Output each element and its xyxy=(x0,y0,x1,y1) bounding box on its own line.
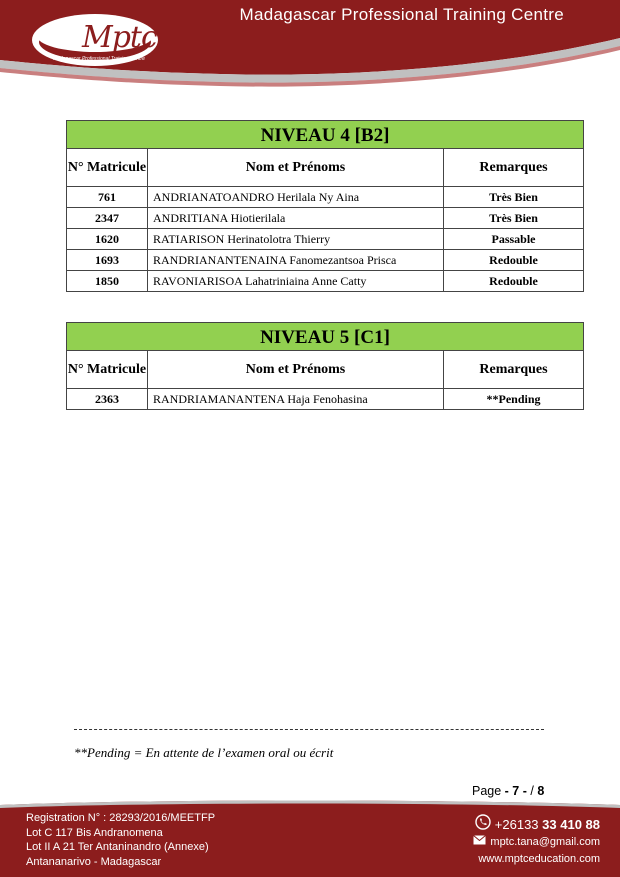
logo xyxy=(30,12,160,68)
column-header-matricule: N° Matricule xyxy=(67,351,148,389)
name-cell: ANDRITIANA Hiotierilala xyxy=(148,208,444,229)
column-header-matricule: N° Matricule xyxy=(67,149,148,187)
phone-number: 33 410 88 xyxy=(542,816,600,832)
name-cell: RANDRIANANTENAINA Fanomezantsoa Prisca xyxy=(148,250,444,271)
column-header-remarks: Remarques xyxy=(444,351,584,389)
phone-icon xyxy=(475,814,491,834)
remark-cell: Redouble xyxy=(444,271,584,292)
name-cell: RATIARISON Herinatolotra Thierry xyxy=(148,229,444,250)
page-separator: / xyxy=(526,784,538,798)
level-4-table xyxy=(66,120,584,292)
page-header xyxy=(0,0,620,92)
name-cell: ANDRIANATOANDRO Herilala Ny Aina xyxy=(148,187,444,208)
table-row xyxy=(67,208,584,229)
email-contact xyxy=(473,834,600,851)
matricule-cell: 2363 xyxy=(67,389,148,410)
matricule-cell: 2347 xyxy=(67,208,148,229)
address-line-2: Lot II A 21 Ter Antaninandro (Annexe) xyxy=(26,841,209,853)
remark-cell: Passable xyxy=(444,229,584,250)
page-prefix: Page xyxy=(472,784,505,798)
table-row xyxy=(67,271,584,292)
level-5-table xyxy=(66,322,584,410)
name-cell: RAVONIARISOA Lahatriniaina Anne Catty xyxy=(148,271,444,292)
column-header-name: Nom et Prénoms xyxy=(148,149,444,187)
website-url: www.mptceducation.com xyxy=(478,853,600,865)
footnote-divider xyxy=(74,729,544,730)
remark-cell: **Pending xyxy=(444,389,584,410)
remark-cell: Très Bien xyxy=(444,187,584,208)
table-row xyxy=(67,250,584,271)
phone-contact xyxy=(473,814,600,834)
email-address: mptc.tana@gmail.com xyxy=(490,836,600,848)
page-total: 8 xyxy=(537,784,545,798)
matricule-cell: 1693 xyxy=(67,250,148,271)
footer-address-block xyxy=(26,811,215,869)
logo-text: Mptc xyxy=(82,20,157,55)
table-row xyxy=(67,187,584,208)
table-row xyxy=(67,229,584,250)
address-line-1: Lot C 117 Bis Andranomena xyxy=(26,826,163,839)
level-title: NIVEAU 5 [C1] xyxy=(67,323,584,351)
level-title: NIVEAU 4 [B2] xyxy=(67,121,584,149)
matricule-cell: 1850 xyxy=(67,271,148,292)
registration-number: Registration N° : 28293/2016/MEETFP xyxy=(26,812,216,824)
page-current: - 7 - xyxy=(504,784,527,798)
logo-subtitle: Madagascar Professional Training Centre xyxy=(53,56,145,62)
page-footer xyxy=(0,797,620,877)
matricule-cell: 1620 xyxy=(67,229,148,250)
name-cell: RANDRIAMANANTENA Haja Fenohasina xyxy=(148,389,444,410)
website-contact xyxy=(473,851,600,868)
address-city: Antananarivo - Madagascar xyxy=(26,855,162,868)
remark-cell: Redouble xyxy=(444,250,584,271)
header-title: Madagascar Professional Training Centre xyxy=(239,5,564,24)
remark-cell: Très Bien xyxy=(444,208,584,229)
column-header-remarks: Remarques xyxy=(444,149,584,187)
envelope-icon xyxy=(473,834,486,851)
footnote: **Pending = En attente de l’examen oral ou écrit xyxy=(74,745,334,760)
footer-contact-block xyxy=(473,814,600,868)
phone-prefix: +26133 xyxy=(494,816,539,832)
column-header-name: Nom et Prénoms xyxy=(148,351,444,389)
matricule-cell: 761 xyxy=(67,187,148,208)
table-row xyxy=(67,389,584,410)
page-number xyxy=(472,784,544,798)
